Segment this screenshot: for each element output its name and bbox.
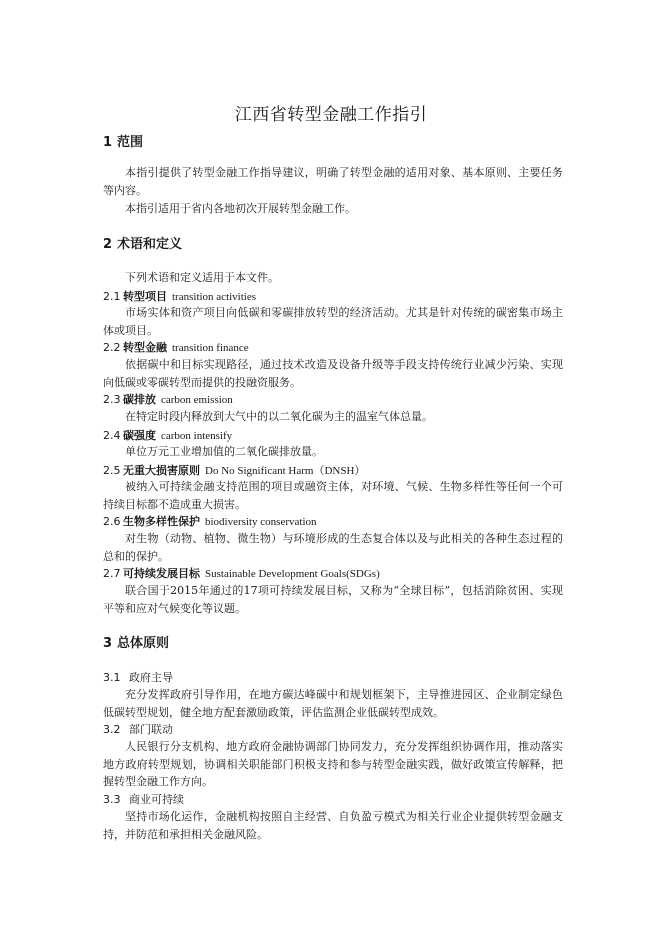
term-cn: 碳强度	[123, 429, 156, 442]
section-number: 3	[103, 636, 113, 651]
principle-title: 部门联动	[129, 723, 173, 736]
principle-number: 3.1	[103, 671, 121, 684]
term-number: 2.2	[103, 341, 121, 354]
term-en: Sustainable Development Goals(SDGs)	[205, 568, 380, 580]
term-cn: 可持续发展目标	[123, 567, 200, 580]
section-2-intro: 下列术语和定义适用于本文件。	[125, 271, 279, 284]
term-en: biodiversity conservation	[205, 516, 317, 528]
term-2-6-heading	[103, 514, 317, 530]
principle-3-3-body: 坚持市场化运作，金融机构按照自主经营、自负盈亏模式为相关行业企业提供转型金融支持，并防范和承担相关金融风险。	[103, 810, 563, 841]
term-2-7-definition: 联合国于2015年通过的17项可持续发展目标，又称为“全球目标”，包括消除贫困、实现平等和应对气候变化等议题。	[103, 584, 563, 615]
term-2-2-heading	[103, 340, 249, 356]
term-en: transition finance	[172, 342, 249, 354]
section-1-paragraph-2: 本指引适用于省内各地初次开展转型金融工作。	[125, 202, 356, 215]
term-2-1-definition: 市场实体和资产项目向低碳和零碳排放转型的经济活动。尤其是针对传统的碳密集市场主体或项目。	[103, 306, 563, 337]
term-cn: 无重大损害原则	[123, 464, 200, 477]
principle-title: 商业可持续	[129, 793, 184, 806]
term-number: 2.6	[103, 515, 121, 528]
section-number: 1	[103, 135, 113, 150]
principle-number: 3.2	[103, 723, 121, 736]
term-2-3-heading	[103, 392, 233, 408]
term-2-4-definition: 单位万元工业增加值的二氧化碳排放量。	[125, 445, 323, 458]
principle-3-1-body: 充分发挥政府引导作用，在地方碳达峰碳中和规划框架下，主导推进园区、企业制定绿色低碳转型规划，健全地方配套激励政策，评估监测企业低碳转型成效。	[103, 688, 563, 719]
section-2-heading	[103, 237, 182, 253]
principle-title: 政府主导	[129, 671, 173, 684]
section-1-paragraph-1: 本指引提供了转型金融工作指导建议，明确了转型金融的适用对象、基本原则、主要任务等内容。	[103, 166, 563, 197]
term-cn: 转型金融	[123, 341, 167, 354]
term-2-7-heading	[103, 566, 380, 582]
term-number: 2.4	[103, 429, 121, 442]
term-2-5-definition: 被纳入可持续金融支持范围的项目或融资主体，对环境、气候、生物多样性等任何一个可持续目标都不造成重大损害。	[103, 480, 563, 511]
section-title: 范围	[117, 135, 144, 150]
term-2-1-heading	[103, 289, 256, 305]
principle-3-2-heading	[103, 722, 173, 737]
term-number: 2.1	[103, 290, 121, 303]
principle-number: 3.3	[103, 793, 121, 806]
term-2-3-definition: 在特定时段内释放到大气中的以二氧化碳为主的温室气体总量。	[125, 410, 433, 423]
principle-3-2-body: 人民银行分支机构、地方政府金融协调部门协同发力，充分发挥组织协调作用，推动落实地方政府转型规划，协调相关职能部门积极支持和参与转型金融实践，做好政策宣传解释，把握转型金融工作方向。	[103, 740, 563, 788]
term-cn: 转型项目	[123, 290, 167, 303]
term-en: carbon emission	[161, 394, 233, 406]
term-2-6-definition: 对生物（动物、植物、微生物）与环境形成的生态复合体以及与此相关的各种生态过程的总和的保护。	[103, 532, 563, 563]
term-number: 2.3	[103, 393, 121, 406]
principle-3-3-heading	[103, 792, 184, 807]
term-2-4-heading	[103, 428, 232, 444]
section-1-heading	[103, 135, 143, 151]
term-2-2-definition: 依据碳中和目标实现路径，通过技术改造及设备升级等手段支持传统行业减少污染、实现向低碳或零碳转型而提供的投融资服务。	[103, 358, 563, 389]
section-3-heading	[103, 636, 169, 652]
term-cn: 生物多样性保护	[123, 515, 200, 528]
document-title: 江西省转型金融工作指引	[234, 105, 428, 125]
term-en: transition activities	[172, 291, 257, 303]
principle-3-1-heading	[103, 670, 173, 685]
term-en: Do No Significant Harm（DNSH）	[205, 465, 366, 477]
section-title: 术语和定义	[117, 237, 183, 252]
term-cn: 碳排放	[123, 393, 156, 406]
term-number: 2.7	[103, 567, 121, 580]
section-title: 总体原则	[117, 636, 170, 651]
section-number: 2	[103, 237, 113, 252]
term-en: carbon intensify	[161, 430, 233, 442]
term-2-5-heading	[103, 463, 365, 479]
term-number: 2.5	[103, 464, 121, 477]
